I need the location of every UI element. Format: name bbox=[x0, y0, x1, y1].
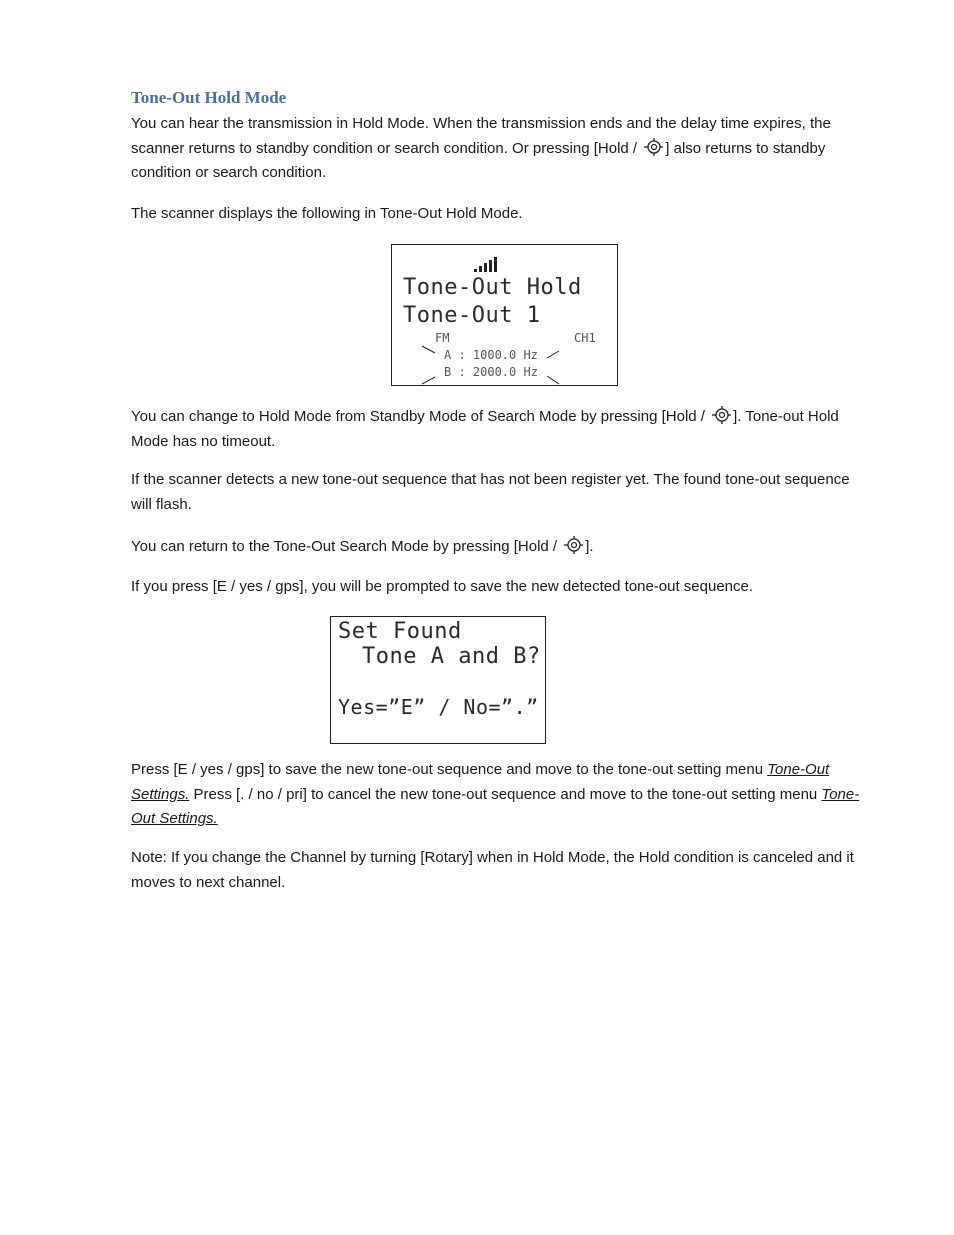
hold-key-icon bbox=[642, 138, 664, 156]
paragraph-text: ]. bbox=[585, 538, 594, 555]
lcd-channel-label: CH1 bbox=[574, 331, 596, 345]
paragraph-text: You can change to Hold Mode from Standby Mode of Search Mode by pressing [Hold / bbox=[131, 408, 710, 425]
lcd-line-2: Tone-Out 1 bbox=[403, 303, 541, 328]
lcd-line-3: Yes=”E” / No=”.” bbox=[338, 695, 539, 719]
paragraph-text: Press [E / yes / gps] to save the new tone-out sequence and move to the tone-out setting menu bbox=[131, 761, 768, 778]
paragraph-display-intro: The scanner displays the following in Tone-Out Hold Mode. bbox=[131, 205, 523, 222]
link-tone-out-settings[interactable]: Tone-Out Settings. bbox=[131, 761, 830, 803]
lcd-line-2: Tone A and B? bbox=[362, 644, 541, 669]
lcd-line-1: Tone-Out Hold bbox=[403, 275, 582, 300]
link-tone-out-settings[interactable]: Tone-Out Settings. bbox=[131, 785, 860, 827]
paragraph-new-sequence: If the scanner detects a new tone-out sequence that has not been register yet. The found tone-out sequence will flash. bbox=[131, 471, 850, 513]
lcd-display-tone-out-hold bbox=[391, 244, 618, 386]
paragraph-text: You can hear the transmission in Hold Mode. When the transmission ends and the delay time expires, the scanner returns to standby condition or search condition. Or pressing [Hold / bbox=[131, 115, 831, 157]
paragraph-text: Press [. / no / pri] to cancel the new tone-out sequence and move to the tone-out setting menu bbox=[189, 785, 822, 803]
lcd-tone-a: A : 1000.0 Hz bbox=[444, 348, 538, 362]
paragraph-note: Note: If you change the Channel by turning [Rotary] when in Hold Mode, the Hold condition is canceled and it moves to next channel. bbox=[131, 849, 854, 891]
paragraph-return-search bbox=[131, 535, 871, 560]
tone-bracket-lines bbox=[392, 245, 617, 385]
section-heading: Tone-Out Hold Mode bbox=[131, 88, 287, 107]
lcd-tone-b: B : 2000.0 Hz bbox=[444, 365, 538, 379]
paragraph-text: ] also returns to standby condition or search condition. bbox=[131, 139, 826, 181]
paragraph-hold-mode-intro bbox=[131, 112, 871, 186]
lcd-mode-label: FM bbox=[435, 331, 450, 345]
paragraph-text: You can return to the Tone-Out Search Mode by pressing [Hold / bbox=[131, 538, 562, 555]
paragraph-change-hold-mode bbox=[131, 405, 871, 454]
lcd-display-set-found bbox=[330, 616, 546, 744]
hold-key-icon bbox=[562, 536, 584, 554]
lcd-line-1: Set Found bbox=[338, 619, 462, 644]
hold-key-icon bbox=[710, 406, 732, 424]
paragraph-save-cancel bbox=[131, 758, 871, 832]
paragraph-text: ]. Tone-out Hold Mode has no timeout. bbox=[131, 408, 839, 450]
paragraph-save-prompt: If you press [E / yes / gps], you will be prompted to save the new detected tone-out sequence. bbox=[131, 578, 754, 595]
